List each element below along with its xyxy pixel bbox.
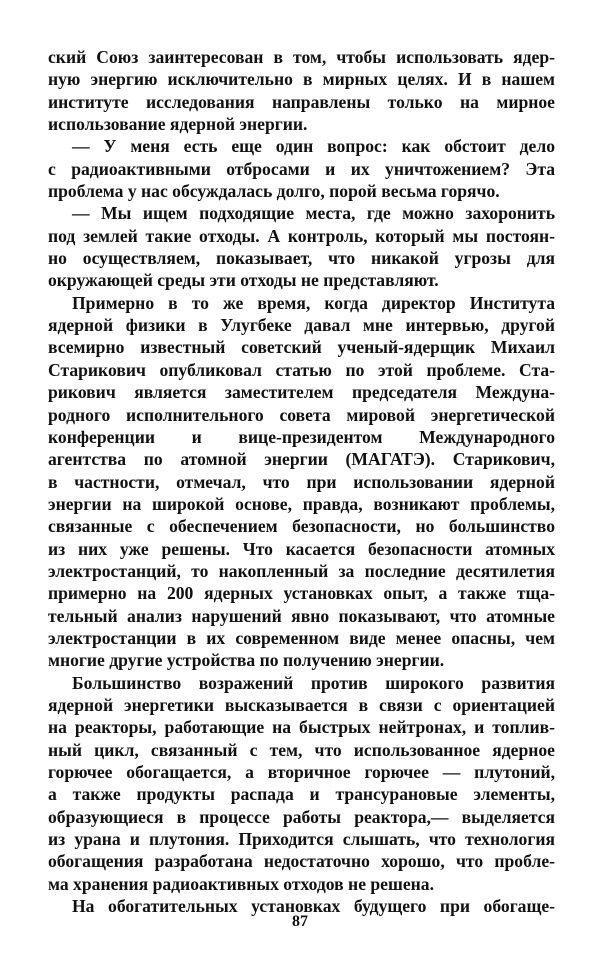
- paragraph: [48, 46, 555, 135]
- text-line: ный цикл, связанный с тем, что использованное ядерное: [48, 739, 555, 760]
- text-line: Старикович опубликовал статью по этой проблеме. Ста-: [48, 359, 555, 380]
- text-line: тельный анализ нарушений явно показывают, что атомные: [48, 605, 555, 626]
- text-line: из них уже решены. Что касается безопасности атомных: [48, 538, 555, 559]
- text-line: горючее обогащается, а вторичное горючее — плутоний,: [48, 762, 555, 782]
- text-line: родного исполнительного совета мировой энергетической: [48, 404, 555, 425]
- text-line: — У меня есть еще один вопрос: как обстоит дело: [72, 136, 555, 157]
- text-line: электростанций, то накопленный за последние десятилетия: [48, 560, 555, 581]
- text-line: институте исследования направлены только на мирное: [48, 91, 555, 112]
- text-line: окружающей среды эти отходы не представляют.: [48, 270, 439, 291]
- text-line: образующиеся в процессе работы реактора,— выделяется: [48, 806, 555, 827]
- text-line: связанные с обеспечением безопасности, но большинство: [48, 516, 555, 537]
- text-line: на реакторы, работающие на быстрых нейтронах, и топлив-: [48, 717, 555, 738]
- text-line: ядерной физики в Улугбеке давал мне интервью, другой: [48, 315, 555, 336]
- text-line: под землей такие отходы. А контроль, который мы постоян-: [48, 225, 555, 246]
- text-line: ский Союз заинтересован в том, чтобы использовать ядер-: [48, 47, 555, 67]
- text-line: ную энергию исключительно в мирных целях. И в нашем: [48, 69, 555, 90]
- text-line: из урана и плутония. Приходится слышать, что технология: [48, 829, 555, 850]
- paragraph: [48, 135, 555, 202]
- text-line: Примерно в то же время, когда директор Института: [72, 292, 555, 313]
- text-line: — Мы ищем подходящие места, где можно захоронить: [72, 203, 555, 224]
- text-line: проблема у нас обсуждалась долго, порой весьма горячо.: [48, 181, 500, 202]
- paragraph: [48, 292, 555, 672]
- text-line: но осуществляем, показывает, что никакой угрозы для: [48, 248, 555, 269]
- text-line: ма хранения радиоактивных отходов не решена.: [48, 873, 434, 894]
- text-line: Большинство возражений против широкого развития: [72, 672, 555, 693]
- text-line: в частности, отмечал, что при использовании ядерной: [48, 471, 555, 492]
- text-line: использование ядерной энергии.: [48, 114, 308, 135]
- text-line: с радиоактивными отбросами и их уничтожением? Эта: [48, 158, 555, 179]
- text-line: ядерной энергетики высказывается в связи с ориентацией: [48, 694, 555, 715]
- text-line: энергии на широкой основе, правда, возникают проблемы,: [48, 493, 555, 514]
- text-line: На обогатительных установках будущего при обогаще-: [72, 896, 555, 917]
- text-line: а также продукты распада и трансурановые элементы,: [48, 784, 555, 805]
- text-line: рикович является заместителем председателя Междуна-: [48, 382, 555, 403]
- text-line: обогащения разработана недостаточно хорошо, что пробле-: [48, 851, 555, 872]
- text-line: электростанции в их современном виде менее опасны, чем: [48, 627, 555, 648]
- text-line: агентства по атомной энергии (МАГАТЭ). Старикович,: [48, 449, 555, 470]
- text-line: многие другие устройства по получению энергии.: [48, 650, 445, 671]
- paragraph: [48, 202, 555, 291]
- page-number: 87: [292, 913, 308, 930]
- text-line: примерно на 200 ядерных установках опыт, а также тща-: [48, 583, 555, 604]
- paragraph: [48, 672, 555, 895]
- text-line: всемирно известный советский ученый-ядерщик Михаил: [48, 337, 555, 358]
- page-body: [48, 46, 555, 917]
- text-line: конференции и вице-президентом Международного: [48, 426, 555, 447]
